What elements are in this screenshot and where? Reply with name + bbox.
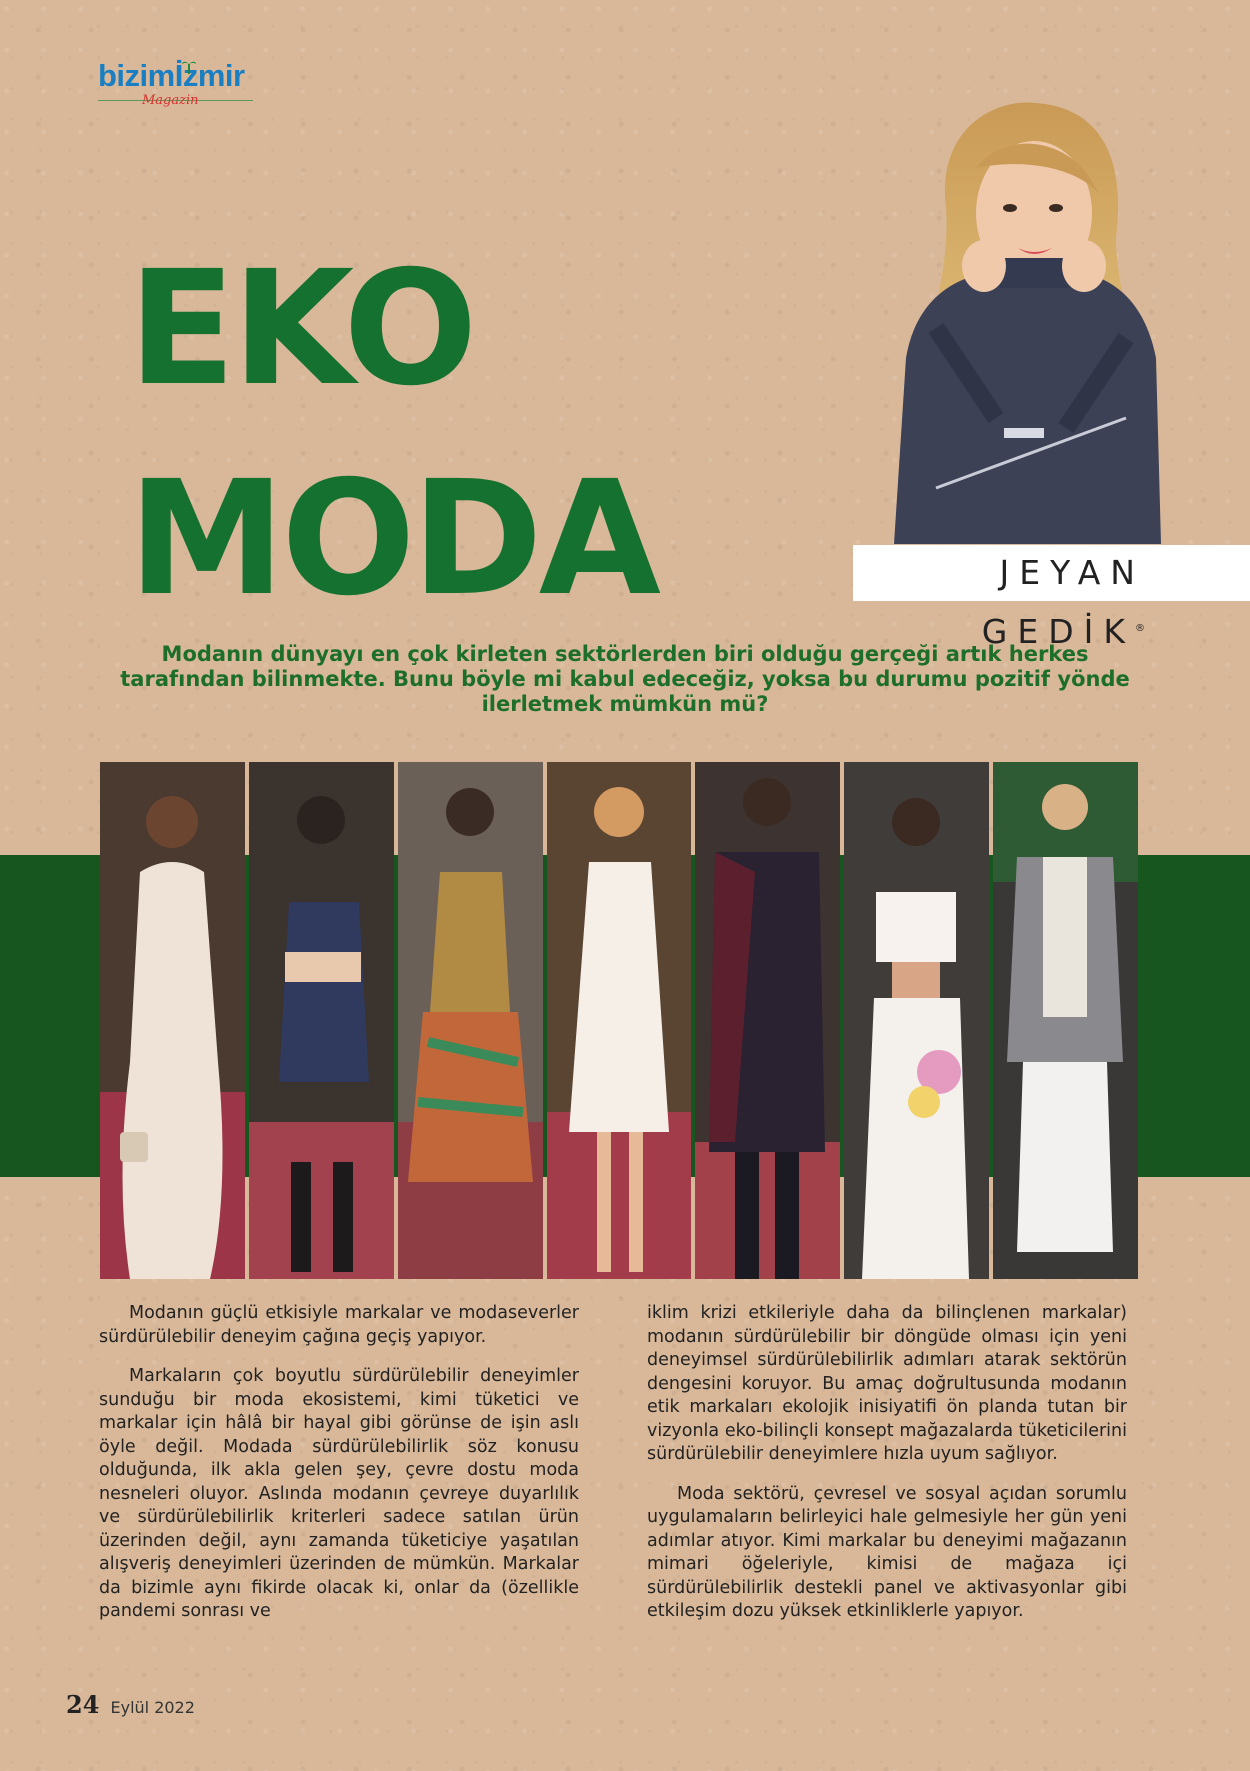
paragraph: Modanın güçlü etkisiyle markalar ve modaseverler sürdürülebilir deneyim çağına geçiş yapıyor.: [99, 1303, 579, 1347]
photo-1: [100, 762, 245, 1279]
photo-2: [249, 762, 394, 1279]
article-body-column-1: [99, 1302, 579, 1640]
registered-mark: ®: [1135, 623, 1145, 634]
paragraph: Moda sektörü, çevresel ve sosyal açıdan sorumlu uygulamaların belirleyici hale gelmesiyle her gün yeni adımlar atıyor. Kimi markalar bu deneyimi mağazanın mimari öğeleriyle, kimisi de mağaza içi sürdürülebilirlik destekli panel ve aktivasyonlar gibi etkileşim dozu yüksek etkinliklerle yapıyor.: [647, 1483, 1127, 1621]
article-lead: Modanın dünyayı en çok kirleten sektörlerden biri olduğu gerçeği artık herkes tarafından bilinmekte. Bunu böyle mi kabul edeceğiz, yoksa bu durumu pozitif yönde ilerletmek mümkün mü?: [120, 642, 1130, 716]
page-number: 24: [66, 1690, 100, 1719]
article-title-line1: EKO: [128, 237, 474, 421]
magazine-logo: [98, 60, 258, 112]
issue-date: Eylül 2022: [110, 1698, 195, 1717]
author-name-text: JEYAN GEDİK: [981, 553, 1145, 651]
palm-tree-icon: [182, 58, 196, 74]
author-name: [853, 545, 1145, 651]
photo-strip: [100, 762, 1138, 1279]
author-name-bar: [853, 545, 1250, 651]
photo-7: [993, 762, 1138, 1279]
photo-6: [844, 762, 989, 1279]
photo-4: [547, 762, 692, 1279]
article-body-column-2: [647, 1302, 1127, 1640]
paragraph: Markaların çok boyutlu sürdürülebilir deneyimler sunduğu bir moda ekosistemi, kimi tüketici ve markalar için hâlâ bir hayal gibi görünse de işin aslı öyle değil. Modada sürdürülebilirlik söz konusu olduğunda, ilk akla gelen şey, çevre dostu moda nesneleri oluyor. Aslında modanın çevreye duyarlılık ve sürdürülebilirlik kriterleri sadece satılan ürün üzerinden değil, aynı zamanda tüketiciye yaşatılan alışveriş deneyimleri üzerinden de mümkün. Markalar da bizimle aynı fikirde olacak ki, onlar da (özellikle pandemi sonrası ve: [99, 1366, 579, 1621]
page-footer: [66, 1690, 195, 1719]
logo-subtitle: Magazin: [142, 93, 199, 108]
paragraph: iklim krizi etkileriyle daha da bilinçlenen markalar) modanın sürdürülebilir bir döngüde olması için yeni deneyimsel sürdürülebilirlik adımları atarak sektörün dengesini koruyor. Bu amaç doğrultusunda modanın etik markaları ekolojik inisiyatifi ön planda tutan bir vizyonla eko-bilinçli konsept mağazalarda tüketicilerini sürdürülebilir deneyimlere hızla uyum sağlıyor.: [647, 1303, 1127, 1464]
photo-3: [398, 762, 543, 1279]
author-photo: [876, 98, 1176, 544]
logo-text: bizimİzmir: [98, 58, 245, 93]
article-title-line2: MODA: [128, 447, 657, 631]
photo-5: [695, 762, 840, 1279]
